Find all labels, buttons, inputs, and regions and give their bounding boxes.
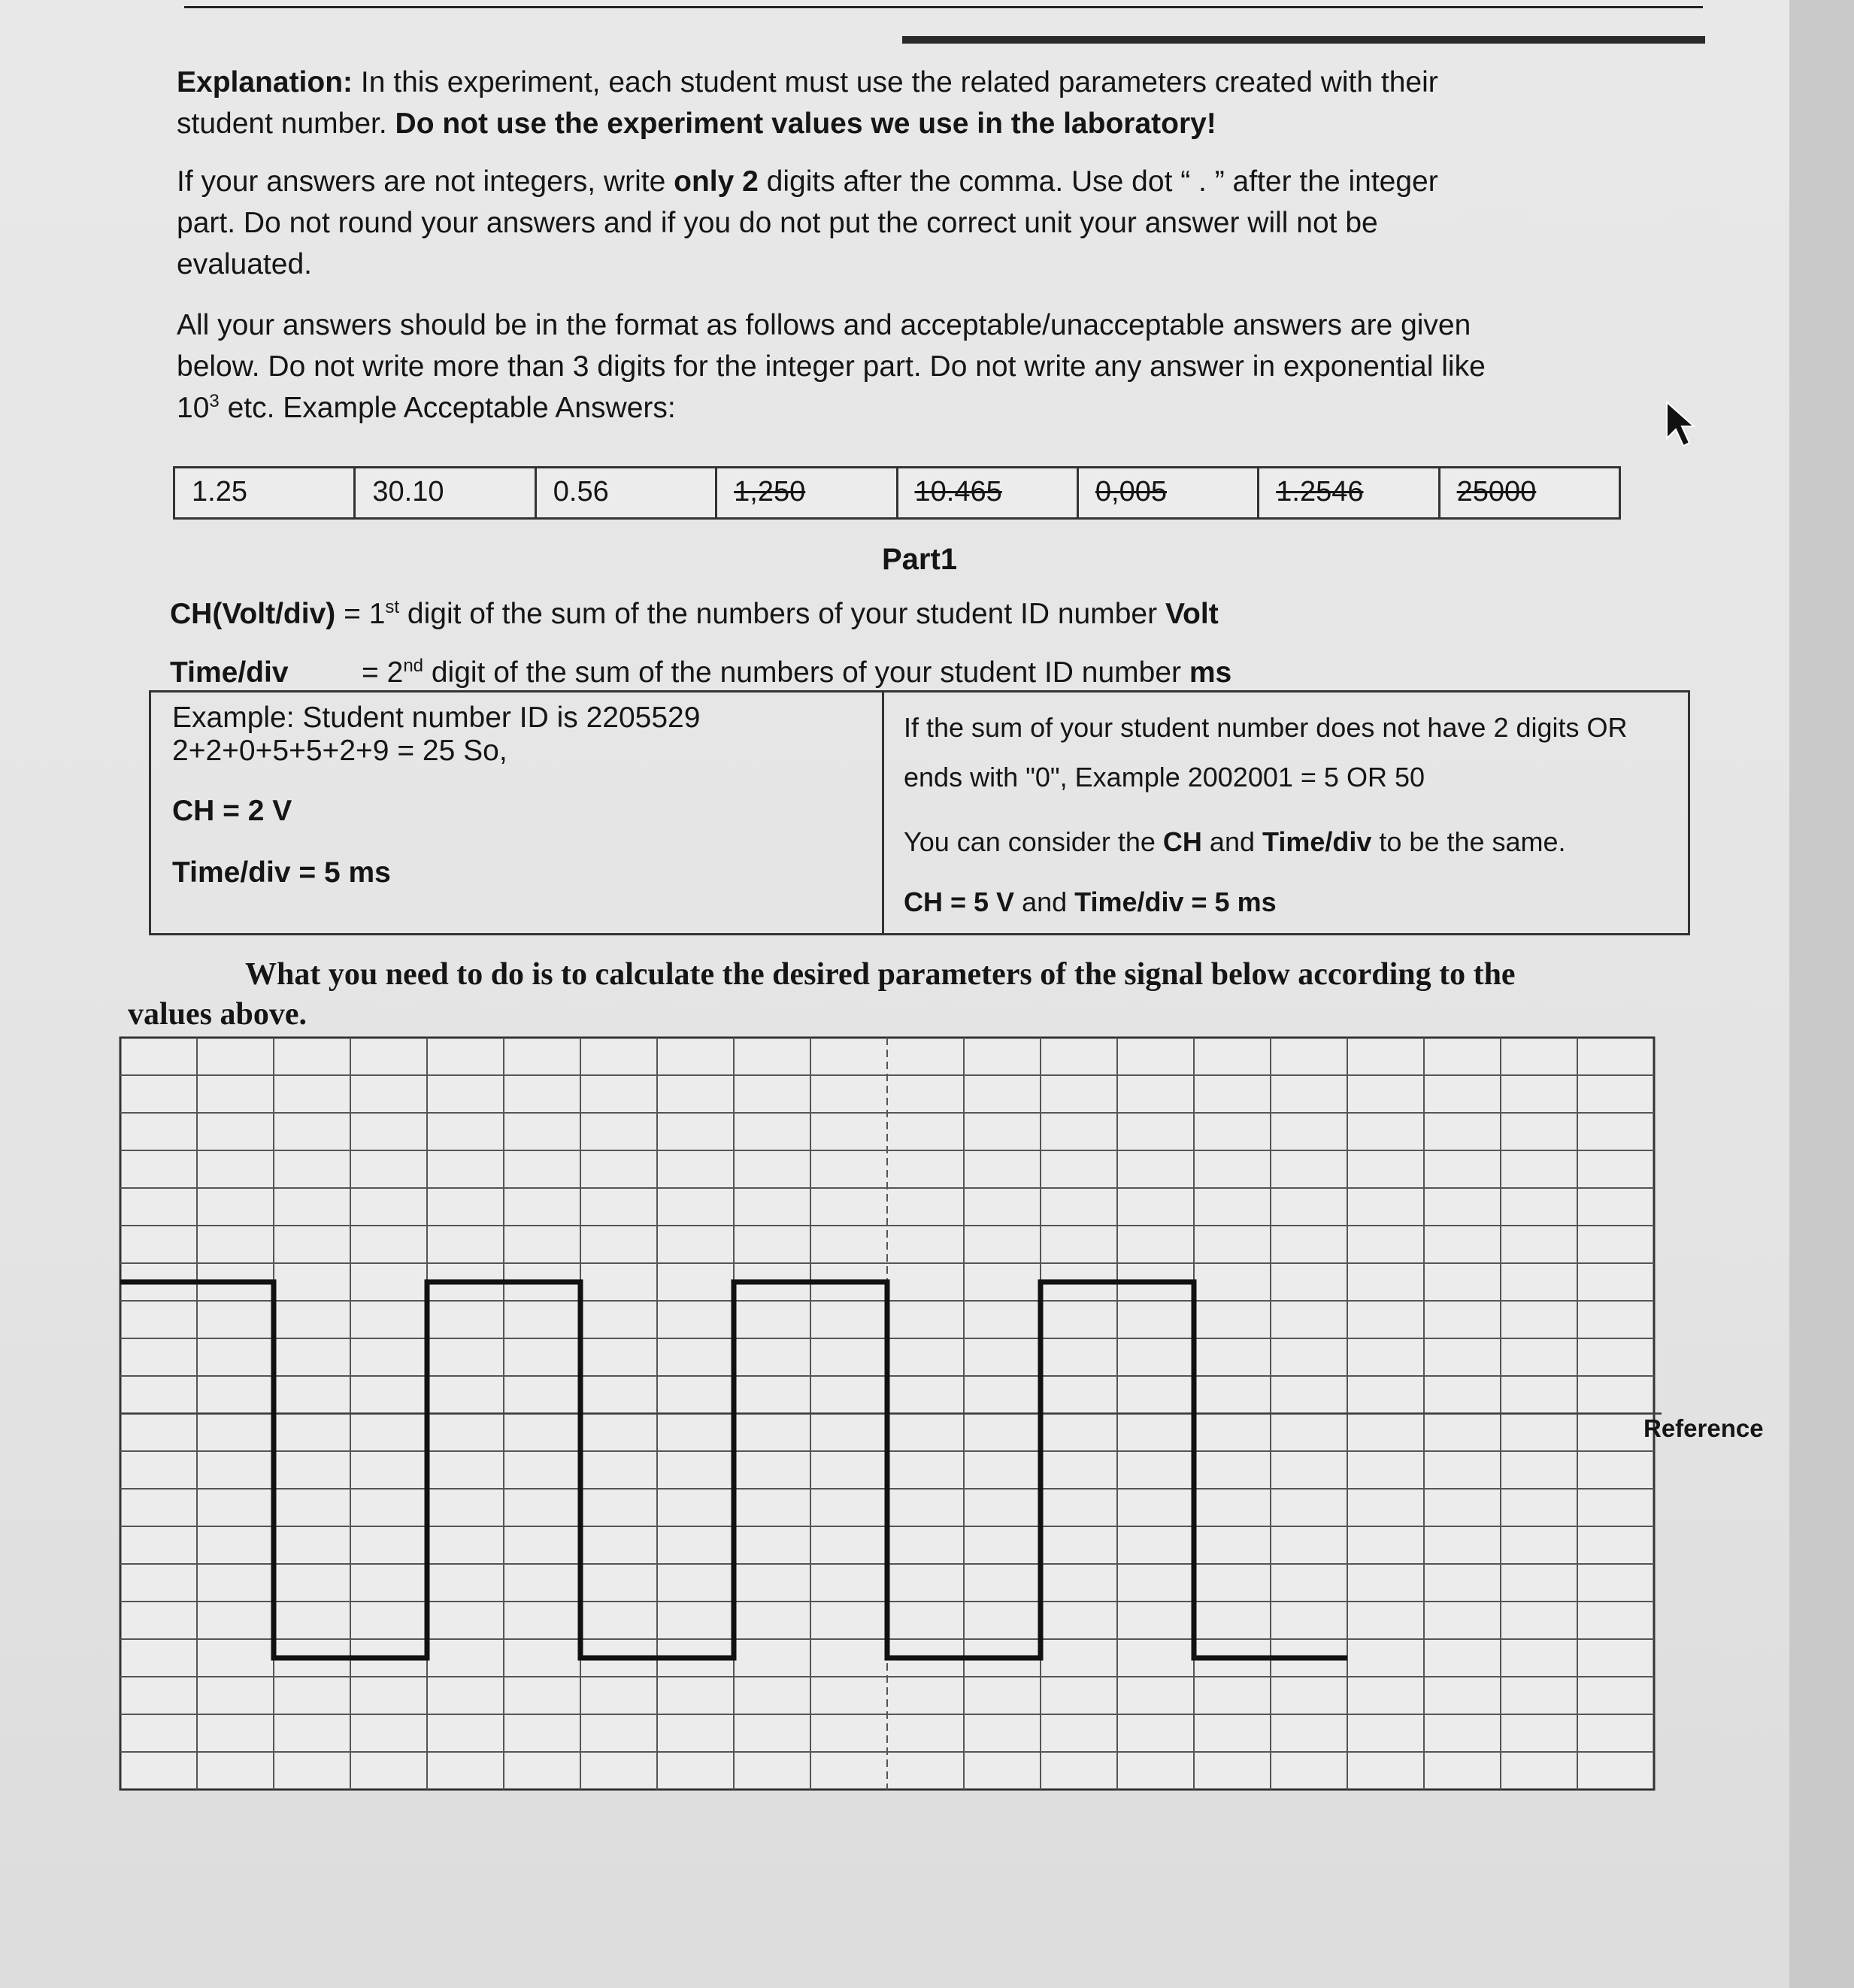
answer-cell-unacceptable: 10.465 (898, 468, 1079, 517)
answer-cell-unacceptable: 0,005 (1079, 468, 1259, 517)
answer-cell-unacceptable: 25000 (1456, 476, 1537, 508)
top-rule-thick (902, 36, 1705, 44)
format-paragraph: All your answers should be in the format as follows and acceptable/unacceptable answers are given below. Do not write more than 3 digits for the integer part. Do not write any answer in exponential like $10^3$ etc. Example Acceptable Answers: (177, 309, 1486, 424)
oscilloscope-grid (113, 1030, 1662, 1797)
answer-cell-acceptable: 0.56 (537, 468, 717, 517)
ch-definition: CH(Volt/div) = 1st digit of the sum of the numbers of your student ID number Volt (170, 597, 1219, 630)
warning-text: Do not use the experiment values we use in the laboratory! (395, 108, 1216, 140)
oscilloscope-screen (113, 1030, 1662, 1797)
mouse-pointer-icon (1665, 401, 1695, 449)
example-panel: Example: Student number ID is 2205529 2+2+0+5+5+2+9 = 25 So, CH = 2 V Time/div = 5 ms (151, 692, 884, 933)
example-answers-table (173, 466, 1621, 520)
top-rule (184, 6, 1703, 8)
part-title: Part1 (882, 543, 958, 576)
time-definition: Time/div = 2nd digit of the sum of the numbers of your student ID number ms (170, 656, 1232, 689)
answer-cell-acceptable: 30.10 (356, 468, 536, 517)
answer-cell-unacceptable: 1,250 (717, 468, 898, 517)
answer-cell-acceptable: 1.25 (175, 468, 356, 517)
rules-paragraph: If your answers are not integers, write only 2 digits after the comma. Use dot “ . ” after the integer part. Do not round your answers and if you do not put the correct unit your answer will not be evaluated. (177, 165, 1438, 280)
answer-cell-unacceptable: 1.2546 (1259, 468, 1440, 517)
instruction-line-2: values above. (128, 997, 307, 1032)
example-box (149, 690, 1690, 935)
explanation-label: Explanation: (177, 66, 353, 98)
instruction-line-1: What you need to do is to calculate the desired parameters of the signal below according to the (245, 957, 1516, 992)
reference-label: Reference (1643, 1414, 1764, 1442)
explanation-paragraph: Explanation: In this experiment, each student must use the related parameters created with their student number. Do not use the experiment values we use in the laboratory! (177, 66, 1438, 140)
special-case-note: If the sum of your student number does not have 2 digits OR ends with "0", Example 2002001 = 5 OR 50 You can consider the CH and Time/div to be the same. CH = 5 V and Time/div = 5 ms (904, 712, 1628, 917)
